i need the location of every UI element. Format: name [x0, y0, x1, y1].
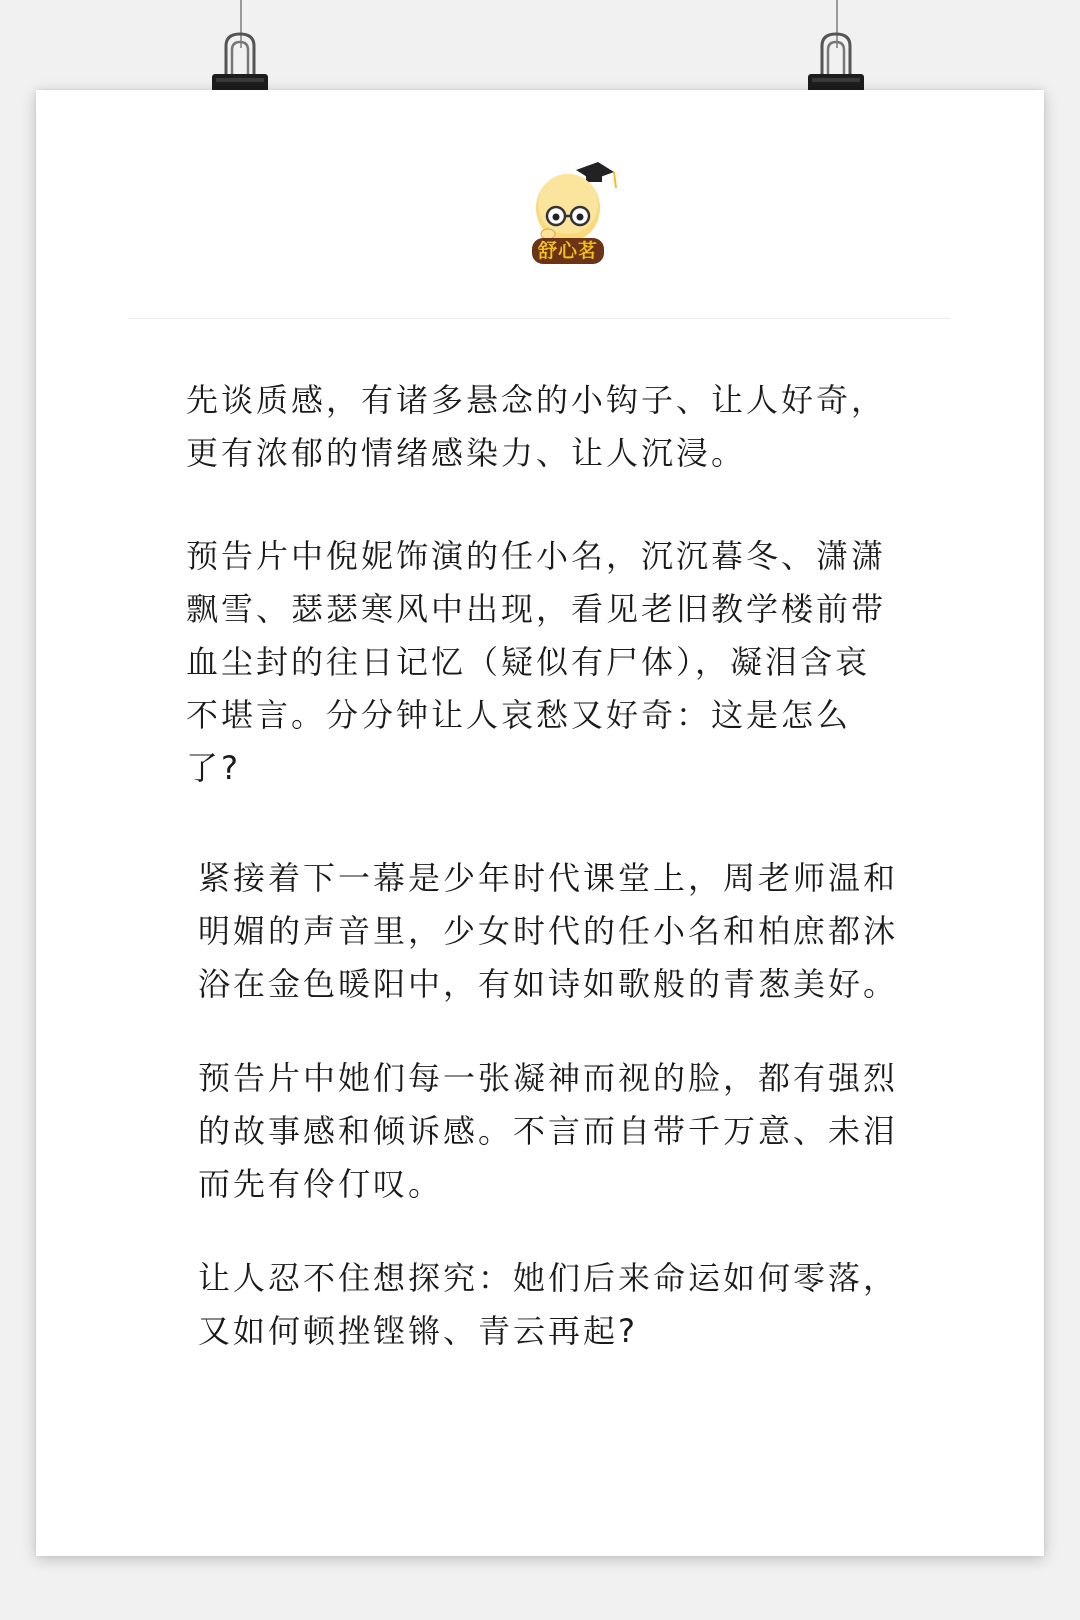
header-divider	[128, 318, 950, 319]
article-paragraph: 紧接着下一幕是少年时代课堂上，周老师温和 明媚的声音里，少女时代的任小名和柏庶都沐 浴在金色暖阳中，有如诗如歌般的青葱美好。	[198, 859, 899, 1003]
article-paragraph: 让人忍不住想探究：她们后来命运如何零落， 又如何顿挫铿锵、青云再起?	[198, 1259, 899, 1350]
paper-sheet	[36, 90, 1044, 1556]
article-paragraph: 先谈质感，有诸多悬念的小钩子、让人好奇， 更有浓郁的情绪感染力、让人沉浸。	[186, 381, 887, 472]
article-paragraph: 预告片中倪妮饰演的任小名，沉沉暮冬、潇潇 飘雪、瑟瑟寒风中出现，看见老旧教学楼前带 血尘封的往日记忆（疑似有尸体），凝泪含哀 不堪言。分分钟让人哀愁又好奇：这是怎么 了?	[186, 537, 887, 787]
article-paragraph: 预告片中她们每一张凝神而视的脸，都有强烈 的故事感和倾诉感。不言而自带千万意、未泪 而先有伶仃叹。	[198, 1059, 899, 1203]
logo-text: 舒心茗	[537, 240, 598, 262]
